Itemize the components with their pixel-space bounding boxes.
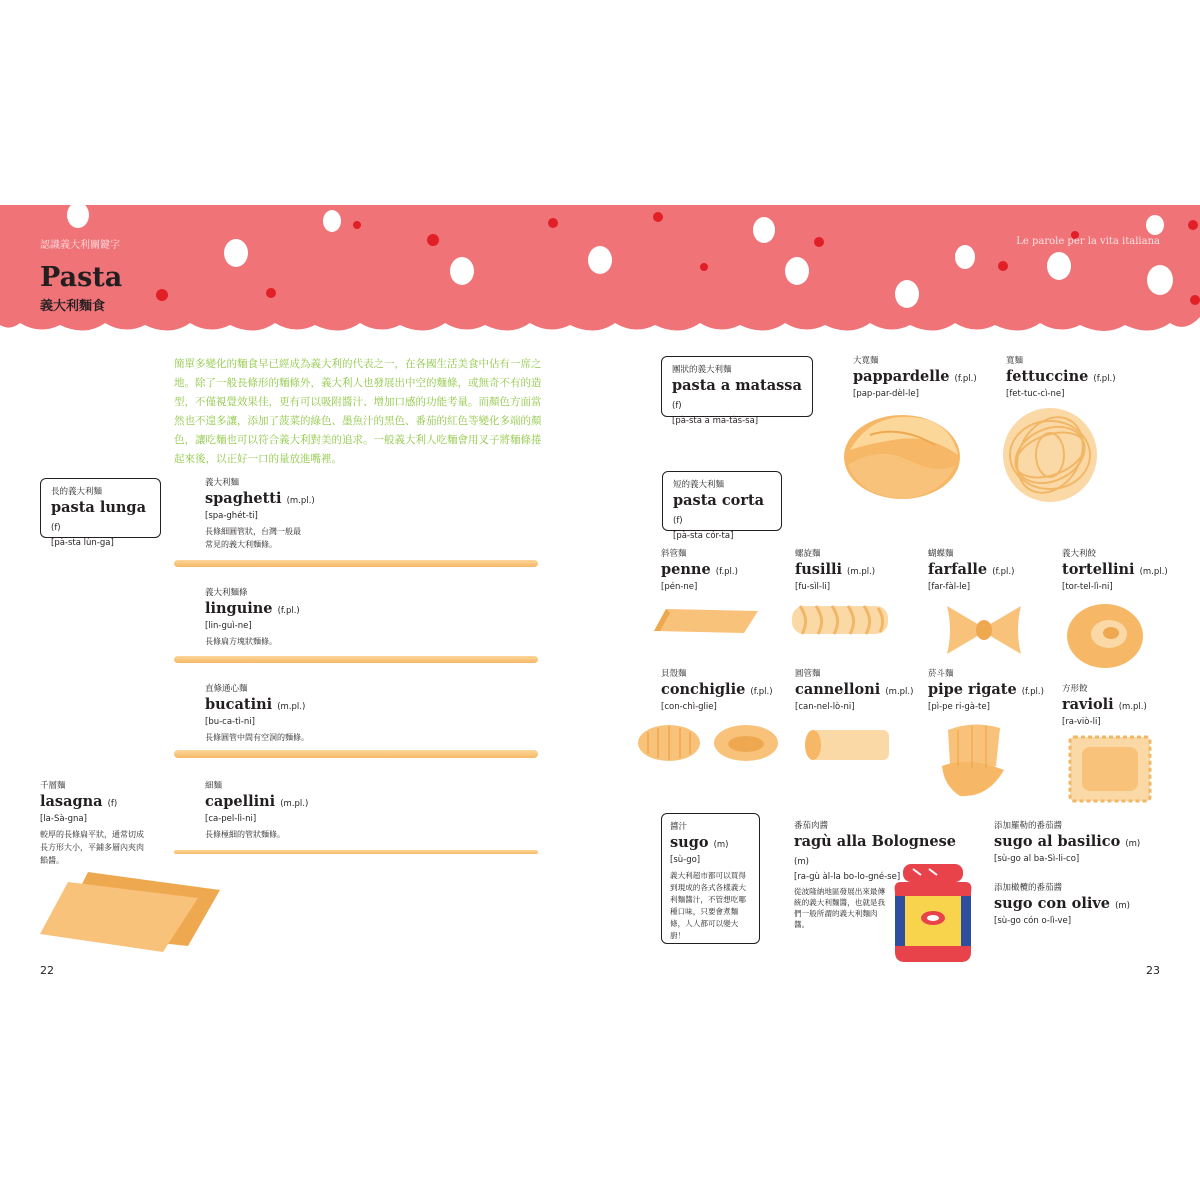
category-box-sugo bbox=[661, 813, 760, 944]
term-cn: 團狀的義大利麵 bbox=[672, 365, 732, 375]
term-it: sugo bbox=[670, 834, 709, 851]
page-number-left: 22 bbox=[40, 964, 54, 977]
term-cn: 寬麵 bbox=[1006, 356, 1024, 366]
term-desc: 從波隆納地區發展出來最傳統的義大利麵醬，也就是我們一般所謂的義大利麵肉醬。 bbox=[794, 887, 886, 929]
term-cn: 直條通心麵 bbox=[205, 684, 248, 694]
term-pron: [sù-go al ba-Sì-li-co] bbox=[994, 854, 1080, 864]
pipe-rigate-illustration bbox=[938, 720, 1008, 800]
term-pron: [ra-viò-li] bbox=[1062, 717, 1101, 727]
term-gender: (m.pl.) bbox=[885, 687, 914, 697]
term-pron: [bu-ca-tì-ni] bbox=[205, 717, 255, 727]
entry-conchiglie bbox=[661, 668, 791, 713]
term-it: bucatini bbox=[205, 696, 273, 713]
term-it: conchiglie bbox=[661, 681, 746, 698]
term-cn: 菸斗麵 bbox=[928, 669, 954, 679]
conchiglie-illustration bbox=[636, 722, 780, 764]
term-cn: 細麵 bbox=[205, 781, 223, 791]
term-it: cannelloni bbox=[795, 681, 881, 698]
term-gender: (m.pl.) bbox=[286, 496, 315, 506]
term-pron: [lin-guì-ne] bbox=[205, 621, 252, 631]
term-gender: (f) bbox=[51, 523, 61, 533]
term-gender: (m.pl.) bbox=[280, 799, 309, 809]
term-it: fusilli bbox=[795, 561, 842, 578]
penne-illustration bbox=[652, 605, 760, 635]
term-desc: 長條扁方塊狀麵條。 bbox=[205, 637, 277, 646]
term-gender: (f) bbox=[673, 516, 683, 526]
term-pron: [con-chì-glie] bbox=[661, 702, 717, 712]
term-pron: [tor-tel-lì-ni] bbox=[1062, 582, 1113, 592]
term-gender: (f.pl.) bbox=[1093, 374, 1116, 384]
term-cn: 螺旋麵 bbox=[795, 549, 821, 559]
page-number-right: 23 bbox=[1146, 964, 1160, 977]
term-gender: (f.pl.) bbox=[277, 606, 300, 616]
term-it: sugo con olive bbox=[994, 895, 1110, 912]
entry-pipe-rigate bbox=[928, 668, 1058, 713]
term-desc: 長條圓管中間有空洞的麵條。 bbox=[205, 733, 309, 742]
term-cn: 番茄肉醬 bbox=[794, 821, 829, 831]
term-gender: (f.pl.) bbox=[750, 687, 773, 697]
linguine-illustration bbox=[174, 656, 538, 663]
term-pron: [la-Sà-gna] bbox=[40, 814, 87, 824]
term-pron: [can-nel-lò-ni] bbox=[795, 702, 855, 712]
term-cn: 長的義大利麵 bbox=[51, 487, 103, 497]
term-gender: (m) bbox=[1115, 901, 1130, 911]
term-gender: (f.pl.) bbox=[954, 374, 977, 384]
term-it: pasta a matassa bbox=[672, 377, 802, 394]
category-box-pasta-corta bbox=[662, 471, 782, 541]
entry-fusilli bbox=[795, 548, 915, 593]
term-desc: 長條極細的管狀麵條。 bbox=[205, 830, 285, 839]
term-gender: (f) bbox=[107, 799, 118, 809]
term-cn: 義大利麵 bbox=[205, 478, 240, 488]
intro-paragraph: 簡單多變化的麵食早已經成為義大利的代表之一，在各國生活美食中佔有一席之地。除了一般長條形的麵條外，義大利人也發展出中空的麵條，或無奇不有的造型，不僅視覺效果佳，更有可以吸附醬汁、增加口感的功能考量。而顏色方面當然也不遑多讓，添加了菠菜的綠色、墨魚汁的黑色、番茄的紅色等變化多端的顏色，讓吃麵也可以符合義大利對美的追求。一般義大利人吃麵會用叉子將麵條捲起來後，以正好一口的量放進嘴裡。 bbox=[174, 358, 542, 465]
term-cn: 添加羅勒的番茄醬 bbox=[994, 821, 1063, 831]
category-box-pasta-lunga bbox=[40, 478, 161, 548]
term-pron: [pà-sta lùn-ga] bbox=[51, 538, 114, 548]
term-it: lasagna bbox=[40, 793, 103, 810]
term-it: tortellini bbox=[1062, 561, 1135, 578]
term-desc: 長條細圓管狀，台灣一般最常見的義大利麵條。 bbox=[205, 527, 301, 549]
term-pron: [pì-pe ri-gà-te] bbox=[928, 702, 990, 712]
term-gender: (m.pl.) bbox=[1139, 567, 1168, 577]
entry-bucatini bbox=[205, 683, 405, 744]
entry-penne bbox=[661, 548, 781, 593]
term-it: ravioli bbox=[1062, 696, 1114, 713]
cannelloni-illustration bbox=[803, 726, 893, 764]
term-gender: (m.pl.) bbox=[847, 567, 876, 577]
page-subtitle: 義大利麵食 bbox=[40, 299, 106, 314]
entry-pappardelle bbox=[853, 355, 993, 400]
sauce-jar-illustration bbox=[893, 862, 973, 964]
term-cn: 添加橄欖的番茄醬 bbox=[994, 883, 1063, 893]
term-gender: (f.pl.) bbox=[715, 567, 738, 577]
bucatini-illustration bbox=[174, 750, 538, 758]
term-pron: [ra-gù àl-la bo-lo-gné-se] bbox=[794, 872, 901, 882]
term-cn: 大寬麵 bbox=[853, 356, 879, 366]
entry-linguine bbox=[205, 587, 365, 648]
term-cn: 醬汁 bbox=[670, 822, 688, 832]
term-cn: 方形餃 bbox=[1062, 684, 1088, 694]
term-it: spaghetti bbox=[205, 490, 282, 507]
term-gender: (m) bbox=[1125, 839, 1141, 849]
term-pron: [pén-ne] bbox=[661, 582, 698, 592]
term-cn: 貝殼麵 bbox=[661, 669, 687, 679]
spaghetti-illustration bbox=[174, 560, 538, 567]
entry-capellini bbox=[205, 780, 365, 841]
term-cn: 千層麵 bbox=[40, 781, 66, 791]
term-pron: [fu-sìl-li] bbox=[795, 582, 831, 592]
term-cn: 義大利麵條 bbox=[205, 588, 248, 598]
entry-cannelloni bbox=[795, 668, 925, 713]
entry-ravioli bbox=[1062, 683, 1182, 728]
term-it: farfalle bbox=[928, 561, 988, 578]
entry-farfalle bbox=[928, 548, 1048, 593]
category-box-pasta-a-matassa bbox=[661, 356, 813, 426]
term-cn: 義大利餃 bbox=[1062, 549, 1097, 559]
fettuccine-illustration bbox=[1000, 405, 1100, 505]
entry-spaghetti bbox=[205, 477, 325, 551]
farfalle-illustration bbox=[943, 600, 1025, 660]
entry-sugo-al-basilico bbox=[994, 820, 1184, 865]
term-gender: (m.pl.) bbox=[1118, 702, 1147, 712]
term-it: pipe rigate bbox=[928, 681, 1017, 698]
term-pron: [pà-sta cór-ta] bbox=[673, 531, 734, 541]
term-pron: [sù-go] bbox=[670, 855, 701, 865]
entry-tortellini bbox=[1062, 548, 1192, 593]
term-it: capellini bbox=[205, 793, 276, 810]
term-gender: (f) bbox=[672, 401, 682, 411]
term-cn: 蝴蝶麵 bbox=[928, 549, 954, 559]
term-it: ragù alla Bolognese bbox=[794, 833, 957, 850]
term-it: linguine bbox=[205, 600, 273, 617]
pappardelle-illustration bbox=[840, 405, 965, 505]
book-tagline: Le parole per la vita italiana bbox=[1016, 236, 1160, 247]
entry-sugo-con-olive bbox=[994, 882, 1184, 927]
term-cn: 斜管麵 bbox=[661, 549, 687, 559]
term-gender: (f.pl.) bbox=[992, 567, 1015, 577]
term-it: pappardelle bbox=[853, 368, 950, 385]
term-gender: (m) bbox=[794, 857, 809, 867]
term-pron: [fet-tuc-cì-ne] bbox=[1006, 389, 1065, 399]
header-banner bbox=[0, 205, 1200, 340]
term-pron: [sù-go cón o-lì-ve] bbox=[994, 916, 1072, 926]
section-tag: 認識義大利關鍵字 bbox=[40, 240, 120, 251]
term-it: pasta corta bbox=[673, 492, 765, 509]
entry-lasagna bbox=[40, 780, 144, 867]
term-cn: 短的義大利麵 bbox=[673, 480, 725, 490]
ravioli-illustration bbox=[1068, 735, 1152, 803]
term-pron: [ca-pel-lì-ni] bbox=[205, 814, 257, 824]
term-pron: [far-fàl-le] bbox=[928, 582, 971, 592]
term-it: fettuccine bbox=[1006, 368, 1089, 385]
term-pron: [spa-ghét-ti] bbox=[205, 511, 258, 521]
term-desc: 較厚的長條扁平狀，通常切成長方形大小，平鋪多層內夾肉餡醬。 bbox=[40, 830, 144, 865]
tortellini-illustration bbox=[1065, 600, 1145, 670]
page-title: Pasta bbox=[40, 262, 123, 293]
entry-fettuccine bbox=[1006, 355, 1146, 400]
term-pron: [pap-par-dèl-le] bbox=[853, 389, 919, 399]
term-gender: (f.pl.) bbox=[1021, 687, 1044, 697]
fusilli-illustration bbox=[790, 602, 890, 638]
lasagna-illustration bbox=[38, 862, 223, 954]
term-desc: 義大利超市都可以買得到現成的各式各樣義大利麵醬汁，不管想吃哪種口味，只要會煮麵條，人人都可以變大廚！ bbox=[670, 871, 746, 940]
term-it: pasta lunga bbox=[51, 499, 146, 516]
term-gender: (m.pl.) bbox=[277, 702, 306, 712]
term-cn: 圓管麵 bbox=[795, 669, 821, 679]
capellini-illustration bbox=[174, 850, 538, 854]
term-it: penne bbox=[661, 561, 711, 578]
term-it: sugo al basilico bbox=[994, 833, 1121, 850]
term-pron: [pà-sta a ma-tàs-sa] bbox=[672, 416, 759, 426]
term-gender: (m) bbox=[713, 840, 729, 850]
